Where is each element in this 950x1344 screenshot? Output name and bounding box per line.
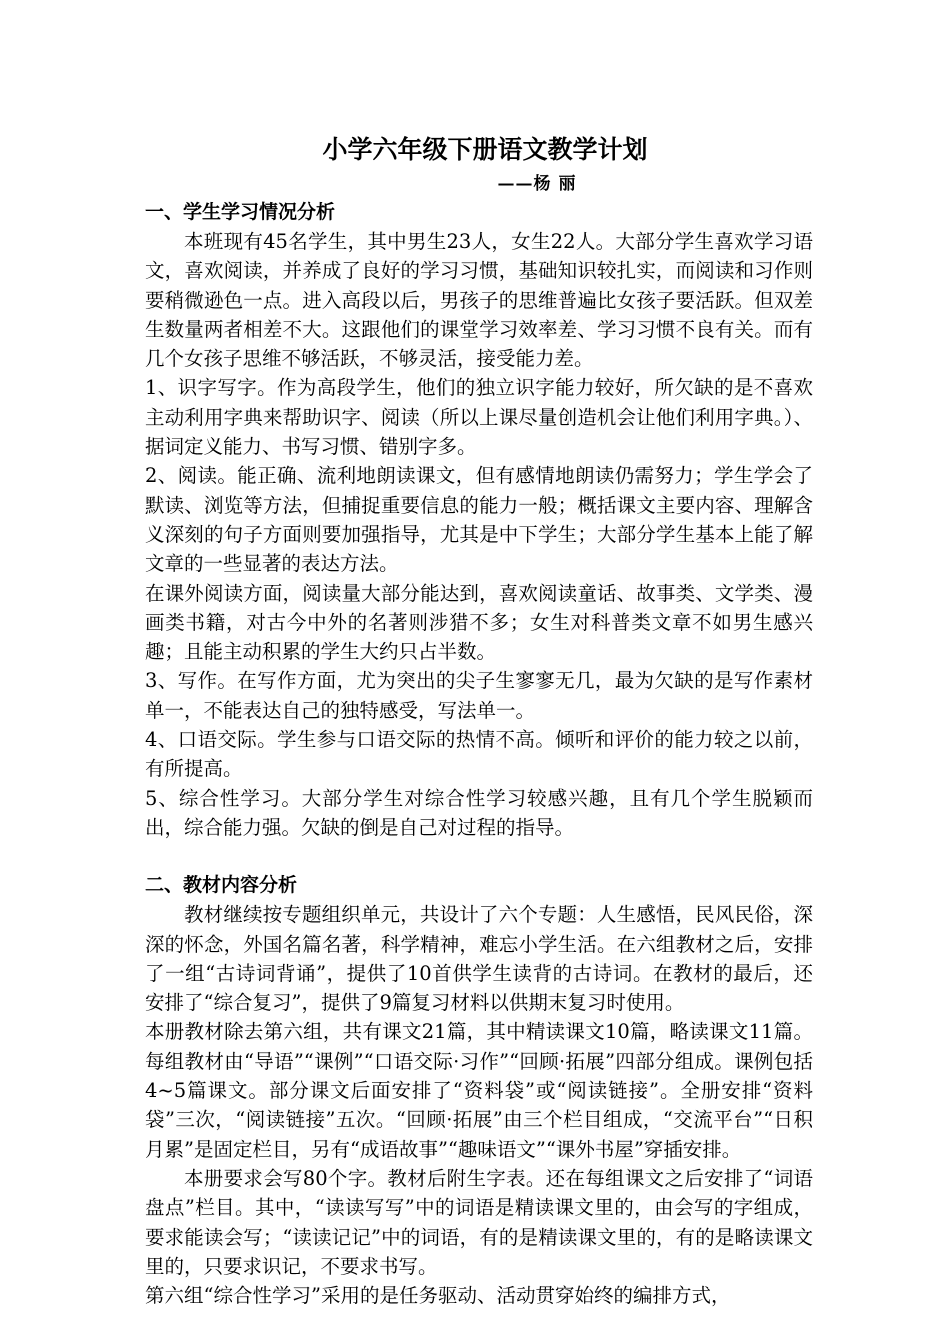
blank-line [145,842,813,871]
paragraph: 3、写作。在写作方面，尤为突出的尖子生寥寥无几，最为欠缺的是写作素材单一，不能表达自己的独特感受，写法单一。 [145,669,813,722]
paragraph: 本册要求会写80个字。教材后附生字表。还在每组课文之后安排了“词语盘点”栏目。其中，“读读写写”中的词语是精读课文里的，由会写的字组成，要求能读会写；“读读记记”中的词语，有的是精读课文里的，有的是略读课文里的，只要求识记，不要求书写。 [145,1166,813,1278]
document-title: 小学六年级下册语文教学计划 [322,135,648,164]
document-page [145,130,813,1310]
paragraph: 5、综合性学习。大部分学生对综合性学习较感兴趣，且有几个学生脱颖而出，综合能力强。欠缺的倒是自己对过程的指导。 [145,786,813,839]
document-author: ——杨 丽 [497,174,577,194]
section-heading-textbook-analysis: 二、教材内容分析 [145,874,298,897]
paragraph: 1、识字写字。作为高段学生，他们的独立识字能力较好，所欠缺的是不喜欢主动利用字典来帮助识字、阅读（所以上课尽量创造机会让他们利用字典。）、据词定义能力、书写习惯、错别字多。 [145,376,813,459]
paragraph: 在课外阅读方面，阅读量大部分能达到，喜欢阅读童话、故事类、文学类、漫画类书籍，对古今中外的名著则涉猎不多；女生对科普类文章不如男生感兴趣；且能主动积累的学生大约只占半数。 [145,581,813,664]
paragraph: 2、阅读。能正确、流利地朗读课文，但有感情地朗读仍需努力；学生学会了默读、浏览等方法，但捕捉重要信息的能力一般；概括课文主要内容、理解含义深刻的句子方面则要加强指导，尤其是中下学生；大部分学生基本上能了解文章的一些显著的表达方法。 [145,464,813,576]
paragraph: 本班现有45名学生，其中男生23人，女生22人。大部分学生喜欢学习语文，喜欢阅读，并养成了良好的学习习惯，基础知识较扎实，而阅读和习作则要稍微逊色一点。进入高段以后，男孩子的思维普遍比女孩子要活跃。但双差生数量两者相差不大。这跟他们的课堂学习效率差、学习习惯不良有关。而有几个女孩子思维不够活跃，不够灵活，接受能力差。 [145,230,813,371]
section-heading-student-analysis: 一、学生学习情况分析 [145,201,336,223]
paragraph: 4、口语交际。学生参与口语交际的热情不高。倾听和评价的能力较之以前，有所提高。 [145,728,813,781]
paragraph: 本册教材除去第六组，共有课文21篇，其中精读课文10篇，略读课文11篇。每组教材由“导语”“课例”“口语交际·习作”“回顾·拓展”四部分组成。课例包括4~5篇课文。部分课文后面安排了“资料袋”或“阅读链接”。全册安排“资料袋”三次，“阅读链接”五次。“回顾·拓展”由三个栏目组成，“交流平台”“日积月累”是固定栏目，另有“成语故事”“趣味语文”“课外书屋”穿插安排。 [145,1020,813,1161]
paragraph: 教材继续按专题组织单元，共设计了六个专题：人生感悟，民风民俗，深深的怀念，外国名篇名著，科学精神，难忘小学生活。在六组教材之后，安排了一组“古诗词背诵”，提供了10首供学生读背的古诗词。在教材的最后，还安排了“综合复习”，提供了9篇复习材料以供期末复习时使用。 [145,903,813,1015]
paragraph: 第六组“综合性学习”采用的是任务驱动、活动贯穿始终的编排方式， [145,1284,731,1308]
